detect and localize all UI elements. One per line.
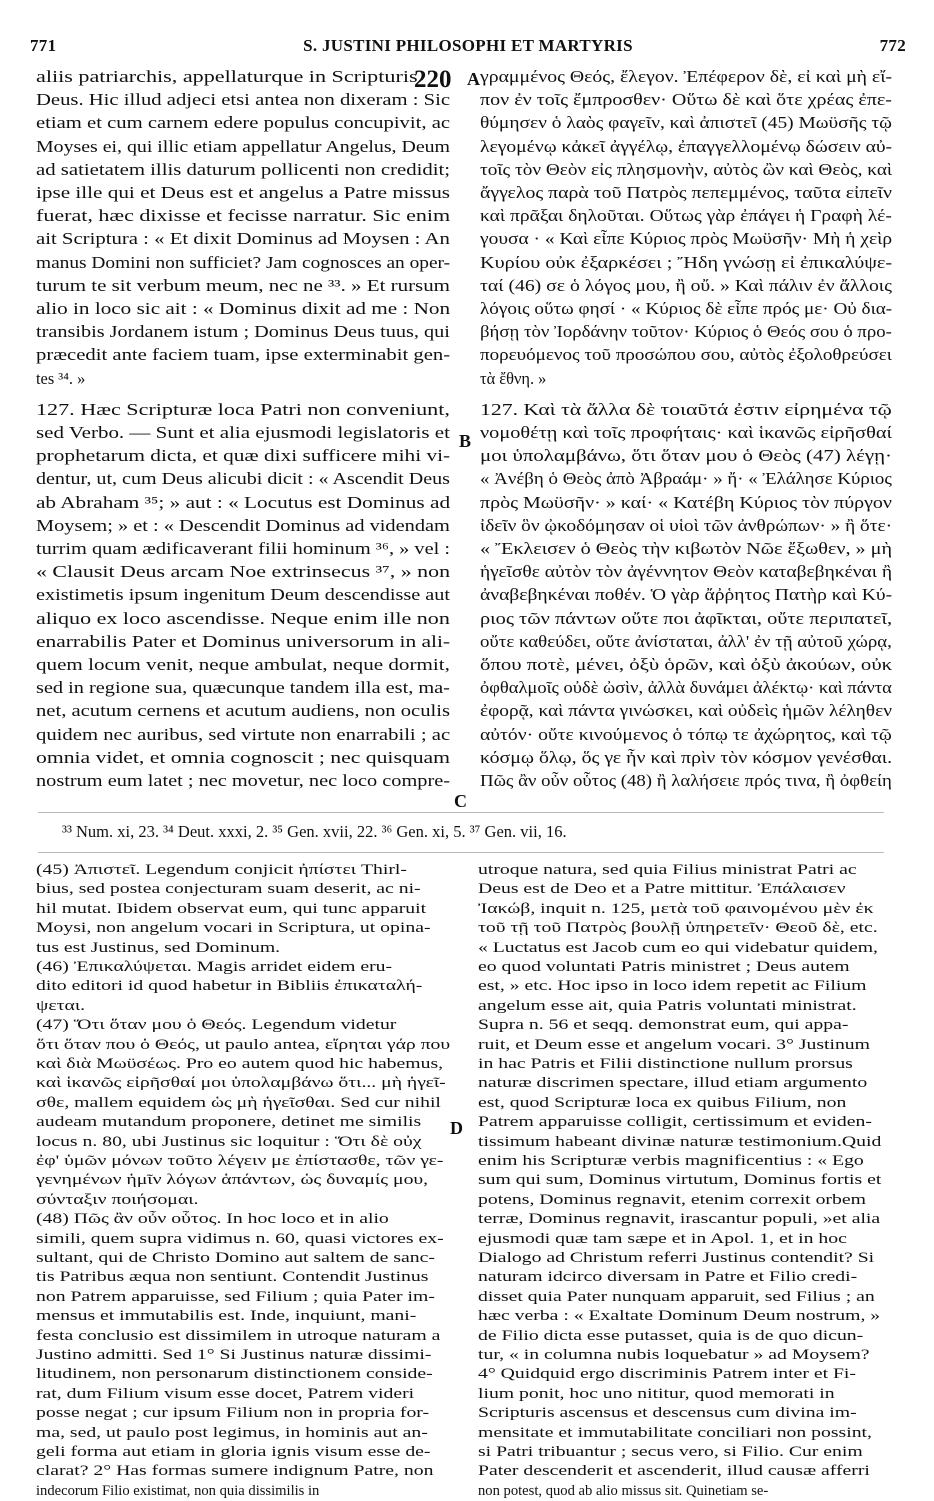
- text-line: « Luctatus est Jacob cum eo qui videbatur quidem,: [478, 939, 878, 956]
- text-line: Patrem apparuisse colligit, certissimum et eviden-: [478, 1114, 872, 1131]
- text-line: est, » etc. Hoc ipso in loco idem repetit ac Filium: [478, 978, 867, 995]
- text-line: πορευόμενος τοῦ προσώπου σου, αὐτὸς ἐξολοθρεύσει: [480, 345, 892, 365]
- text-line: litudinem, non personarum distinctionem conside-: [36, 1366, 433, 1383]
- text-line: ad satietatem illis daturum pollicenti non credidit;: [36, 159, 451, 179]
- text-line: prophetarum dicta, et quæ dixi sufficere mihi vi-: [36, 446, 451, 466]
- scripture-footnotes: ³³ Num. xi, 23. ³⁴ Deut. xxxi, 2. ³⁵ Gen. xvii, 22. ³⁶ Gen. xi, 5. ³⁷ Gen. vii, 16.: [62, 822, 567, 841]
- text-line: non Patrem apparuisse, sed Filium ; quia Pater im-: [36, 1288, 435, 1305]
- text-line: βήσῃ τὸν Ἰορδάνην τοῦτον· Κύριος ὁ Θεός σου ὁ προ-: [480, 322, 892, 342]
- text-line: λόγοις οὕτω φησί · « Κύριος δὲ εἶπε πρός με· Οὐ δια-: [480, 299, 893, 318]
- text-line: (47) Ὅτι ὅταν μου ὁ Θεός. Legendum videtur: [36, 1017, 397, 1034]
- text-line: Deus est de Deo et a Patre mittitur. Ἐπάλαισεν: [478, 881, 846, 898]
- text-line: ejusmodi quæ tam sæpe et in Apol. 1, et in hoc: [478, 1230, 847, 1247]
- text-line: fuerat, hæc dixisse et fecisse narratur. Sic enim: [36, 206, 451, 226]
- margin-marker-c: C: [454, 791, 467, 811]
- text-line: turrim quam ædificaverant filii hominum ³⁶, » vel :: [36, 539, 451, 558]
- text-line: præcedit ante faciem tuam, ipse exterminabit gen-: [36, 345, 451, 365]
- text-line: geli forma aut etiam in gloria ignis visum esse de-: [36, 1444, 431, 1460]
- text-line: sultant, qui de Christo Domino aut saltem de sanc-: [36, 1250, 435, 1266]
- text-line: mensus et immutabilis est. Inde, inquiunt, mani-: [36, 1308, 417, 1325]
- text-line: Justino admitti. Sed 1° Si Justinus naturæ dissimi-: [36, 1347, 432, 1363]
- text-line: ipse ille qui et Deus est et angelus a Patre missus: [36, 183, 451, 202]
- page-number-right: 772: [879, 36, 906, 55]
- text-line: Κυρίου οὐκ ἐξαρκέσει ; Ἤδη γνώσῃ εἰ ἐπικαλύψε-: [480, 252, 893, 272]
- text-line: festa conclusio est dissimilem in utroque naturam a: [36, 1327, 441, 1344]
- text-line: ἐφορᾷ, καὶ πάντα γινώσκει, καὶ οὐδεὶς ἡμῶν λέληθεν: [480, 701, 892, 721]
- text-line: γουσα · « Καὶ εἶπε Κύριος πρὸς Μωϋσῆν· Μὴ ἡ χεὶρ: [480, 229, 893, 249]
- text-line: alio in loco sic ait : « Dominus dixit ad me : Non: [36, 299, 451, 318]
- margin-marker-b: B: [459, 431, 472, 451]
- text-line: rat, dum Filium visum esse docet, Patrem videri: [36, 1385, 415, 1402]
- text-line: Deus. Hic illud adjeci etsi antea non dixeram : Sic: [36, 90, 451, 110]
- text-line: indecorum Filio existimat, non quia dissimilis in: [36, 1482, 320, 1499]
- text-line: Ἰακώβ, inquit n. 125, μετὰ τοῦ φαινομένου μὲν ἐκ: [478, 900, 874, 917]
- margin-marker-a: A: [467, 69, 480, 89]
- text-line: utroque natura, sed quia Filius ministrat Patri ac: [478, 862, 857, 878]
- text-line: terræ, Dominus regnavit, irascantur populi, »et alia: [478, 1211, 881, 1228]
- text-line: naturam idcirco diversam in Patre et Filio credi-: [478, 1269, 858, 1286]
- text-line: « Ἀνέβη ὁ Θεὸς ἀπὸ Ἀβραάμ· » ἤ· « Ἐλάλησε Κύριος: [480, 469, 892, 489]
- text-line: « Clausit Deus arcam Noe extrinsecus ³⁷, » non: [36, 562, 451, 582]
- page-header: [30, 36, 906, 58]
- text-line: κόσμῳ ὅλῳ, ὅς γε ἦν καὶ πρὶν τὸν κόσμον γενέσθαι.: [480, 747, 893, 767]
- text-line: tur, « in columna nubis loquebatur » ad Moysem?: [478, 1347, 870, 1363]
- text-line: (46) Ἐπικαλύψεται. Magis arridet eidem eru-: [36, 959, 393, 975]
- text-line: μοι ὑπολαμβάνω, ὅτι ὅταν μου ὁ Θεὸς (47) λέγῃ·: [480, 446, 892, 466]
- text-line: de Filio dicta esse putasset, quia is de quo dicun-: [478, 1327, 864, 1344]
- margin-marker-d: D: [450, 1118, 463, 1138]
- text-line: αὐτόν· οὔτε κινούμενος ὁ τόπῳ τε ἀχώρητος, καὶ τῷ: [480, 724, 892, 744]
- text-line: Moyses ei, qui illic etiam appellatur Angelus, Deum: [36, 136, 450, 156]
- text-line: τοῦ τῇ τοῦ Πατρὸς βουλῇ ὑπηρετεῖν· Θεοῦ δὲ, etc.: [478, 920, 878, 937]
- text-line: ἰδεῖν ὃν ᾠκοδόμησαν οἱ υἱοὶ τῶν ἀνθρώπων· » ἢ ὅτε·: [480, 515, 893, 535]
- text-line: naturæ discrimen spectare, illud etiam argumento: [478, 1075, 868, 1092]
- text-line: turum te sit verbum meum, nec ne ³³. » Et rursum: [36, 275, 450, 295]
- text-line: dito editori id quod habetur in Bibliis ἐπικαταλή-: [36, 978, 423, 995]
- text-line: tes ³⁴. »: [36, 368, 86, 388]
- text-line: ὅπου ποτὲ, μένει, ὀξὺ ὁρῶν, καὶ ὀξὺ ἀκούων, οὐκ: [480, 655, 893, 674]
- text-line: nostrum eum latet ; nec movetur, nec loco compre-: [36, 771, 451, 790]
- text-line: ruit, et Deum esse et angelum vocari. 3° Justinum: [478, 1036, 870, 1053]
- text-line: λεγομένῳ κἀκεῖ ἀγγέλῳ, ἐπαγγελλομένῳ δώσειν αὐ-: [480, 136, 893, 156]
- text-line: (45) Ἀπιστεῖ. Legendum conjicit ἠπίστει Thirl-: [36, 862, 407, 878]
- text-line: tus est Justinus, sed Dominum.: [36, 939, 281, 956]
- text-line: πρὸς Μωϋσῆν· » καί· « Κατέβη Κύριος τὸν πύργον: [480, 492, 892, 512]
- text-line: ait Scriptura : « Et dixit Dominus ad Moysen : An: [36, 229, 450, 249]
- text-line: 127. Hæc Scripturæ loca Patri non conveniunt,: [36, 399, 450, 419]
- text-line: ma, sed, ut paulo post legimus, in hominis aut an-: [36, 1424, 428, 1441]
- text-line: Supra n. 56 et seqq. demonstrat eum, qui appa-: [478, 1017, 849, 1034]
- text-line: sed in regione sua, quæcunque tandem illa est, ma-: [36, 678, 450, 698]
- text-line: mensitate et immutabilitate conciliari non possint,: [478, 1424, 872, 1441]
- text-line: aliquo ex loco ascendisse. Neque enim ille non: [36, 608, 450, 628]
- column-number-marker: 220: [414, 66, 452, 93]
- text-line: νομοθέτῃ καὶ τοῖς προφήταις· καὶ ἱκανῶς εἰρῆσθαί: [480, 423, 892, 442]
- text-line: γενημένων ἡμῖν λόγων ἁπάντων, ὡς δυναμίς μου,: [36, 1172, 429, 1189]
- page-number-left: 771: [30, 36, 57, 55]
- text-line: eo quod voluntati Patris ministret ; Deus autem: [478, 959, 850, 975]
- text-line: aliis patriarchis, appellaturque in Scripturis: [36, 67, 418, 86]
- text-line: πον ἐν τοῖς ἔμπροσθεν· Οὕτω δὲ καὶ ὅτε χρέας ἐπε-: [480, 90, 892, 110]
- text-line: quidem nec auribus, sed virtute non enarrabili ; ac: [36, 724, 451, 744]
- text-line: ab Abraham ³⁵; » aut : « Locutus est Dominus ad: [36, 492, 451, 512]
- text-line: in hac Patris et Filii distinctione nullum prorsus: [478, 1056, 853, 1072]
- text-line: omnia videt, et omnia cognoscit ; nec quisquam: [36, 747, 451, 767]
- text-line: Dialogo ad Christum referri Justinus contendit? Si: [478, 1250, 875, 1266]
- text-line: καὶ πρᾶξαι δηλοῦται. Οὕτως γὰρ ἐπάγει ἡ Γραφὴ λέ-: [480, 206, 892, 226]
- text-line: audeam mutandum proponere, detinet me similis: [36, 1114, 422, 1131]
- text-line: potens, Dominus regnavit, etenim correxit orbem: [478, 1191, 866, 1208]
- text-line: Moysi, non angelum vocari in Scriptura, ut opina-: [36, 920, 431, 937]
- text-line: angelum esse ait, quia Patris voluntati ministrat.: [478, 997, 857, 1014]
- text-line: τὰ ἔθνη. »: [480, 368, 547, 388]
- text-line: ὅτι ὅταν που ὁ Θεός, ut paulo antea, εἴρηται γάρ που: [36, 1036, 451, 1053]
- text-line: non potest, quod ab alio missus sit. Quinetiam se-: [478, 1482, 769, 1499]
- text-line: enim his Scripturæ verbis magnificentius : « Ego: [478, 1153, 864, 1169]
- text-line: tissimum habeant divinæ naturæ testimonium.Quid: [478, 1133, 882, 1150]
- text-line: disset quia Pater nunquam apparuit, sed Filius ; an: [478, 1288, 875, 1305]
- text-line: σύνταξιν ποιήσομαι.: [36, 1191, 199, 1208]
- text-line: ἡγεῖσθε αὐτὸν τὸν ἀγέννητον Θεὸν καταβεβηκέναι ἢ: [480, 562, 893, 582]
- text-line: sum qui sum, Dominus virtutum, Dominus fortis et: [478, 1172, 882, 1189]
- text-line: est, quod Scripturæ loca ex quibus Filium, non: [478, 1094, 847, 1111]
- text-line: tis Patribus æqua non sentiunt. Contendit Justinus: [36, 1269, 429, 1286]
- text-line: hæc verba : « Exaltate Dominum Deum nostrum, »: [478, 1308, 881, 1325]
- text-line: τοῖς τὸν Θεὸν εἰς πλησμονὴν, αὐτὸς ὢν καὶ Θεὸς, καὶ: [480, 159, 893, 179]
- running-title: S. JUSTINI PHILOSOPHI ET MARTYRIS: [303, 36, 633, 55]
- text-line: posse negat ; cur ipsum Filium non in propria for-: [36, 1405, 430, 1422]
- text-line: enarrabilis Pater et Dominus universorum in ali-: [36, 631, 451, 651]
- text-line: γραμμένος Θεός, ἔλεγον. Ἐπέφερον δὲ, εἰ καὶ μὴ εἴ-: [480, 67, 893, 86]
- text-line: 4° Quidquid ergo discriminis Patrem inter et Fi-: [478, 1366, 856, 1383]
- text-line: si Patri tribuantur ; secus vero, si Filio. Cur enim: [478, 1444, 863, 1460]
- text-line: simili, quem supra vidimus n. 60, quasi victores ex-: [36, 1230, 444, 1247]
- text-line: existimetis ipsum ingenitum Deum descendisse aut: [36, 585, 451, 605]
- text-line: (48) Πῶς ἂν οὖν οὗτος. In hoc loco et in alio: [36, 1211, 389, 1228]
- text-line: θύμησεν ὁ λαὸς φαγεῖν, καὶ ἀπιστεῖ (45) Μωϋσῆς τῷ: [480, 113, 892, 133]
- text-line: ἄγγελος παρὰ τοῦ Πατρὸς πεπεμμένος, ταῦτα εἰπεῖν: [480, 183, 892, 202]
- text-line: καὶ διὰ Μωϋσέως. Pro eo autem quod hic habemus,: [36, 1056, 444, 1072]
- notes-rule: [38, 852, 884, 853]
- text-line: ριος τῶν πάντων οὔτε ποι ἀφῖκται, οὔτε περιπατεῖ,: [480, 608, 893, 628]
- footnote-rule: [38, 812, 884, 813]
- text-line: locus n. 80, ubi Justinus sic loquitur : Ὅτι δὲ οὐχ: [36, 1133, 422, 1150]
- text-line: etiam et cum carnem edere populus concupivit, ac: [36, 113, 451, 133]
- text-line: ἐφ' ὑμῶν μόνων τοῦτο λέγειν με ἐπίστασθε, τῶν γε-: [36, 1153, 444, 1169]
- text-line: net, acutum cernens et acutum audiens, non oculis: [36, 701, 450, 721]
- text-line: sed Verbo. — Sunt et alia ejusmodi legislatoris et: [36, 423, 450, 442]
- text-line: Scripturis ascensus et descensus cum divina im-: [478, 1405, 857, 1422]
- text-line: hil mutat. Ibidem observat eum, qui tunc apparuit: [36, 900, 427, 917]
- text-line: bius, sed postea conjecturam suam deserit, ac ni-: [36, 881, 421, 898]
- text-line: Pater descenderit et ascenderit, illud causæ afferri: [478, 1463, 870, 1480]
- text-line: ἀναβεβηκέναι ποθέν. Ὁ γὰρ ἄῤῥητος Πατὴρ καὶ Κύ-: [480, 585, 893, 605]
- text-line: transibis Jordanem istum ; Dominus Deus tuus, qui: [36, 322, 450, 342]
- text-line: « Ἔκλεισεν ὁ Θεὸς τὴν κιβωτὸν Νῶε ἔξωθεν, » μὴ: [480, 539, 893, 558]
- text-line: ὀφθαλμοῖς οὐδὲ ὠσὶν, ἀλλὰ δυνάμει ἀλέκτῳ· καὶ πάντα: [480, 678, 892, 698]
- text-line: dentur, ut, cum Deus alicubi dicit : « Ascendit Deus: [36, 469, 450, 489]
- text-line: καὶ ἱκανῶς εἰρῆσθαί μοι ὑπολαμβάνω ὅτι... μὴ ἡγεῖ-: [36, 1075, 446, 1092]
- text-line: Moysem; » et : « Descendit Dominus ad videndam: [36, 515, 450, 535]
- text-line: quem locum venit, neque ambulat, neque dormit,: [36, 655, 450, 674]
- text-line: clarat? 2° Has formas sumere indignum Patre, non: [36, 1463, 434, 1480]
- text-line: lium ponit, hoc uno nititur, quod memorati in: [478, 1385, 835, 1402]
- text-line: σθε, mallem equidem ὡς μὴ ἡγεῖσθαι. Sed cur nihil: [36, 1094, 441, 1111]
- text-line: Πῶς ἂν οὖν οὗτος (48) ἢ λαλήσειε πρός τινα, ἢ ὀφθείη: [480, 771, 892, 790]
- text-line: οὔτε καθεύδει, οὔτε ἀνίσταται, ἀλλ' ἐν τῇ αὐτοῦ χώρᾳ,: [480, 631, 892, 651]
- text-line: 127. Καὶ τὰ ἄλλα δὲ τοιαῦτά ἐστιν εἰρημένα τῷ: [480, 399, 892, 419]
- text-line: manus Domini non sufficiet? Jam cognosces an oper-: [36, 252, 451, 272]
- text-line: ψεται.: [36, 997, 86, 1014]
- text-line: ταί (46) σε ὁ λόγος μου, ἢ οὔ. » Καὶ πάλιν ἐν ἄλλοις: [480, 275, 892, 295]
